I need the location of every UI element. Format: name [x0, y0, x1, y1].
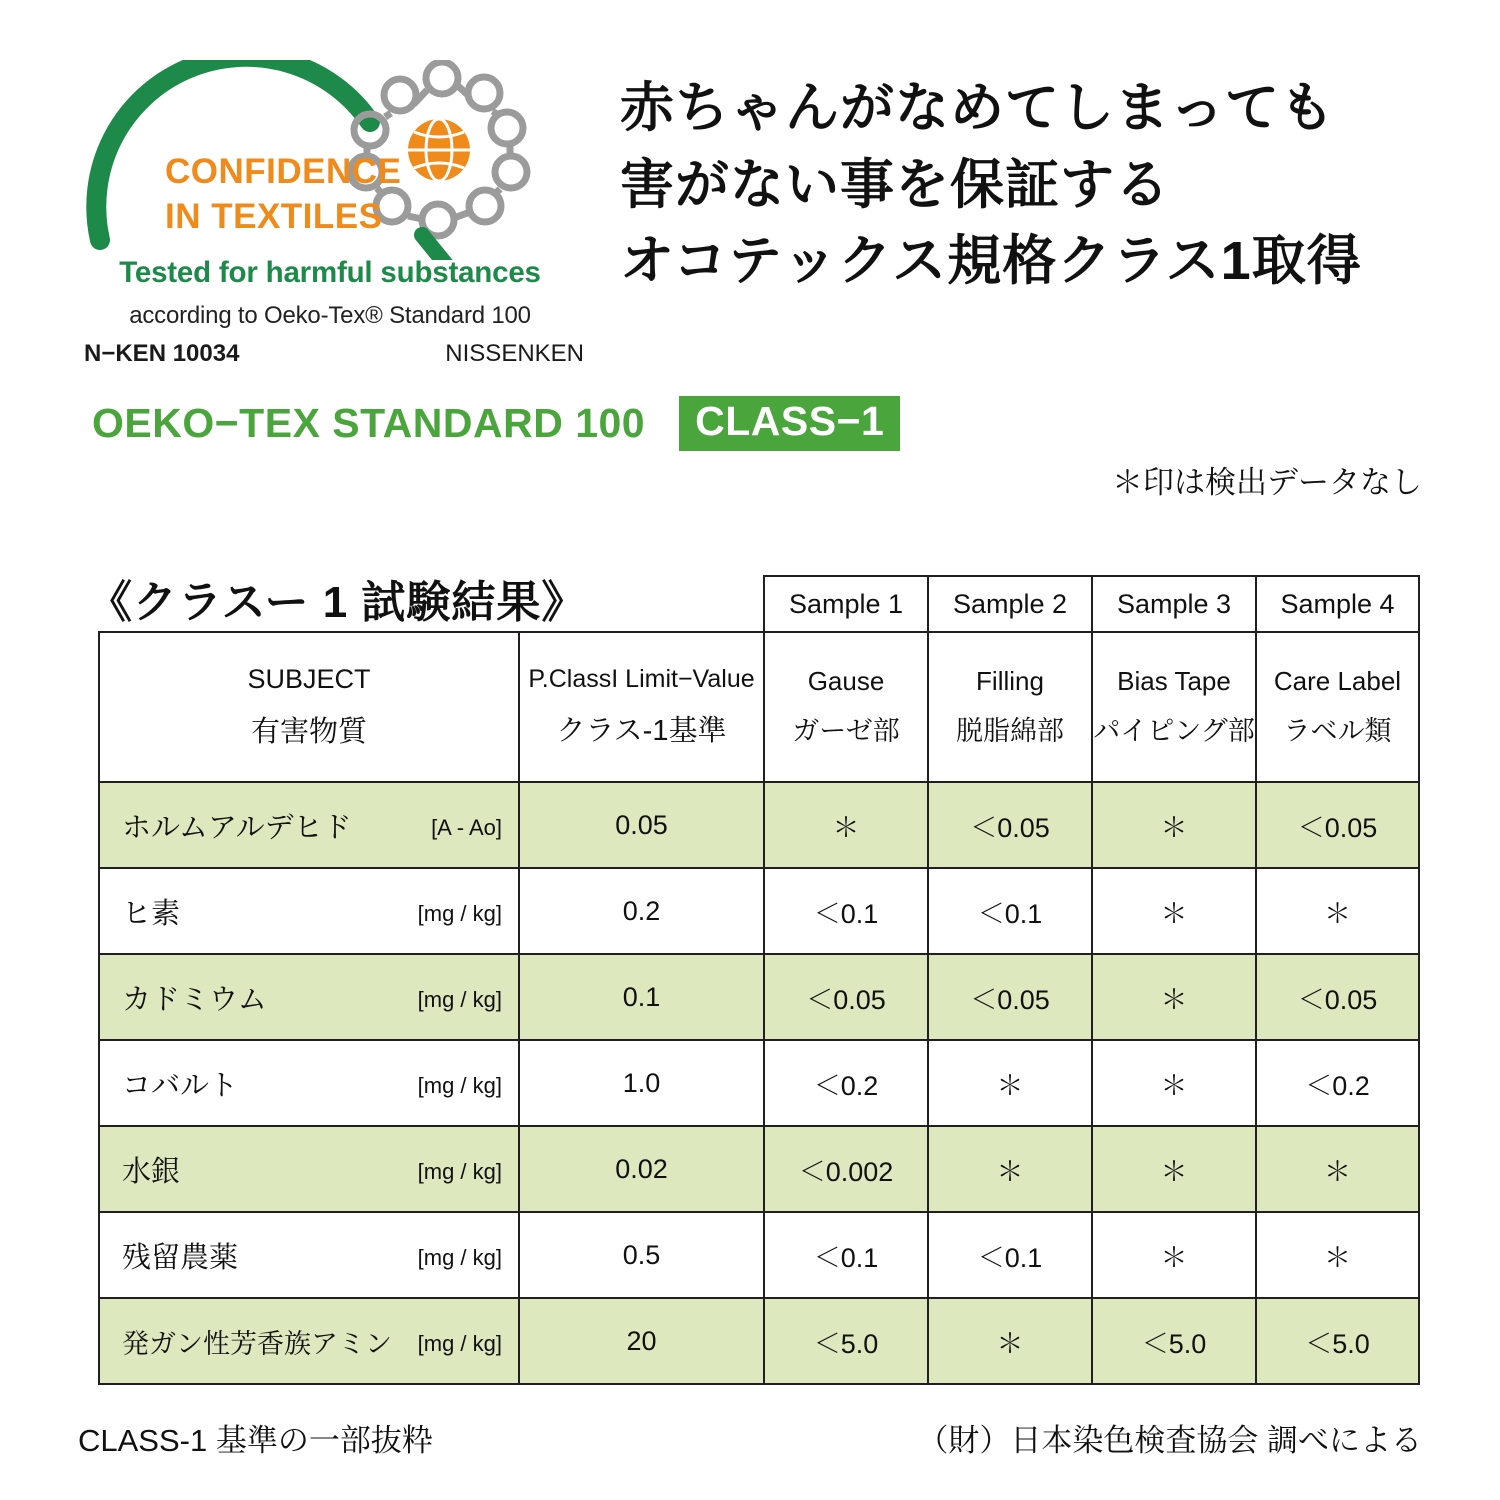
row-value-sample-1: ＜5.0 — [764, 1298, 928, 1384]
row-value-sample-2: ＜0.1 — [928, 868, 1092, 954]
headline-line-1: 赤ちゃんがなめてしまっても — [620, 78, 1335, 138]
row-value-sample-3: ＜5.0 — [1092, 1298, 1256, 1384]
column-header-limit-ja: クラス-1基準 — [556, 715, 727, 747]
table-row — [99, 1298, 1419, 1384]
row-limit: 0.05 — [519, 782, 764, 868]
row-subject-unit: [mg / kg] — [417, 1245, 502, 1270]
column-header-sample-3-en: Bias Tape — [1117, 666, 1231, 696]
column-header-subject-en: SUBJECT — [247, 664, 371, 694]
row-subject-name: ヒ素 — [122, 897, 181, 930]
row-value-sample-3: ＊ — [1092, 1040, 1256, 1126]
row-subject — [99, 1298, 519, 1384]
sample-header-1: Sample 1 — [764, 576, 928, 632]
column-header-sample-4-ja: ラベル類 — [1283, 716, 1392, 746]
footer-left-note: CLASS-1 基準の一部抜粋 — [78, 1423, 433, 1458]
asterisk-note: ＊印は検出データなし — [1112, 465, 1422, 501]
row-subject-name: ホルムアルデヒド — [122, 811, 352, 844]
logo-title-line2: IN TEXTILES — [165, 196, 383, 236]
row-value-sample-2: ＜0.05 — [928, 782, 1092, 868]
footer — [0, 1415, 1500, 1460]
table-sample-header-row — [99, 576, 1419, 632]
logo-subtitle: Tested for harmful substances — [119, 256, 541, 289]
row-subject-unit: [mg / kg] — [417, 1331, 502, 1356]
row-subject-unit: [A - Ao] — [431, 815, 502, 840]
logo-standard-line: according to Oeko-Tex® Standard 100 — [129, 302, 531, 329]
footer-right-note: （財）日本染色検査協会 調べによる — [917, 1423, 1422, 1458]
logo-title-line1: CONFIDENCE — [165, 152, 402, 191]
row-value-sample-1: ＜0.002 — [764, 1126, 928, 1212]
row-value-sample-3: ＊ — [1092, 868, 1256, 954]
column-header-sample-4 — [1256, 632, 1419, 782]
row-value-sample-3: ＊ — [1092, 1212, 1256, 1298]
row-subject-name: コバルト — [122, 1069, 239, 1102]
column-header-limit — [519, 632, 764, 782]
row-value-sample-4: ＜0.05 — [1256, 782, 1419, 868]
row-subject — [99, 1126, 519, 1212]
column-header-sample-1 — [764, 632, 928, 782]
row-limit: 0.2 — [519, 868, 764, 954]
logo-cert-row — [70, 340, 590, 368]
row-value-sample-2: ＊ — [928, 1298, 1092, 1384]
logo-title — [165, 150, 455, 240]
row-value-sample-2: ＊ — [928, 1126, 1092, 1212]
row-value-sample-1: ＜0.05 — [764, 954, 928, 1040]
column-header-sample-3-ja: パイピング部 — [1093, 716, 1255, 746]
row-subject — [99, 868, 519, 954]
results-table — [98, 575, 1420, 1385]
row-value-sample-1: ＜0.1 — [764, 1212, 928, 1298]
row-limit: 0.1 — [519, 954, 764, 1040]
row-value-sample-2: ＜0.1 — [928, 1212, 1092, 1298]
column-header-subject — [99, 632, 519, 782]
logo-cert-number: N−KEN 10034 — [84, 340, 240, 367]
header-section — [0, 0, 1500, 368]
column-header-sample-2-ja: 脱脂綿部 — [956, 716, 1064, 746]
row-limit: 0.5 — [519, 1212, 764, 1298]
row-value-sample-3: ＊ — [1092, 1126, 1256, 1212]
results-heading: 《クラスー 1 試験結果》 — [88, 578, 587, 627]
column-header-sample-3 — [1092, 632, 1256, 782]
row-value-sample-2: ＜0.05 — [928, 954, 1092, 1040]
column-header-sample-4-en: Care Label — [1273, 666, 1402, 696]
row-subject-unit: [mg / kg] — [417, 987, 502, 1012]
row-value-sample-4: ＊ — [1256, 1126, 1419, 1212]
row-value-sample-3: ＊ — [1092, 782, 1256, 868]
sample-header-3: Sample 3 — [1092, 576, 1256, 632]
row-subject — [99, 1212, 519, 1298]
row-value-sample-4: ＜0.05 — [1256, 954, 1419, 1040]
row-limit: 0.02 — [519, 1126, 764, 1212]
headline-line-2: 害がない事を保証する — [620, 154, 1170, 215]
row-limit: 1.0 — [519, 1040, 764, 1126]
row-subject — [99, 954, 519, 1040]
note-row — [0, 451, 1500, 499]
table-row — [99, 1212, 1419, 1298]
row-subject-unit: [mg / kg] — [417, 901, 502, 926]
row-subject-name: 発ガン性芳香族アミン — [122, 1328, 392, 1359]
row-value-sample-4: ＊ — [1256, 1212, 1419, 1298]
row-value-sample-1: ＜0.1 — [764, 868, 928, 954]
sample-header-2: Sample 2 — [928, 576, 1092, 632]
column-header-subject-ja: 有害物質 — [250, 716, 367, 748]
class-badge: CLASS−1 — [679, 396, 900, 451]
row-subject — [99, 782, 519, 868]
row-value-sample-3: ＊ — [1092, 954, 1256, 1040]
row-value-sample-4: ＜0.2 — [1256, 1040, 1419, 1126]
column-header-sample-1-en: Gause — [807, 666, 885, 696]
row-subject-unit: [mg / kg] — [417, 1159, 502, 1184]
row-subject-name: 残留農薬 — [122, 1241, 239, 1274]
table-header-row — [99, 632, 1419, 782]
row-limit: 20 — [519, 1298, 764, 1384]
standard-line — [0, 368, 1500, 451]
row-subject-name: 水銀 — [122, 1155, 181, 1188]
logo-institute: NISSENKEN — [445, 340, 584, 367]
standard-title: OEKO−TEX STANDARD 100 — [92, 400, 646, 447]
oeko-tex-logo — [70, 60, 590, 368]
headline — [590, 60, 1430, 300]
column-header-limit-en: P.ClassI Limit−Value — [528, 665, 755, 693]
row-value-sample-2: ＊ — [928, 1040, 1092, 1126]
row-value-sample-4: ＊ — [1256, 868, 1419, 954]
row-value-sample-1: ＜0.2 — [764, 1040, 928, 1126]
table-row — [99, 1126, 1419, 1212]
table-row — [99, 1040, 1419, 1126]
logo-mark — [70, 60, 590, 260]
column-header-sample-2 — [928, 632, 1092, 782]
table-row — [99, 782, 1419, 868]
table-row — [99, 868, 1419, 954]
column-header-sample-1-ja: ガーゼ部 — [792, 716, 900, 746]
column-header-sample-2-en: Filling — [976, 666, 1044, 696]
sample-header-4: Sample 4 — [1256, 576, 1419, 632]
table-row — [99, 954, 1419, 1040]
row-subject — [99, 1040, 519, 1126]
row-value-sample-1: ＊ — [764, 782, 928, 868]
row-value-sample-4: ＜5.0 — [1256, 1298, 1419, 1384]
row-subject-unit: [mg / kg] — [417, 1073, 502, 1098]
headline-line-3: オコテックス規格クラス1取得 — [620, 231, 1362, 292]
results-table-wrap — [98, 575, 1418, 1385]
row-subject-name: カドミウム — [122, 983, 267, 1016]
